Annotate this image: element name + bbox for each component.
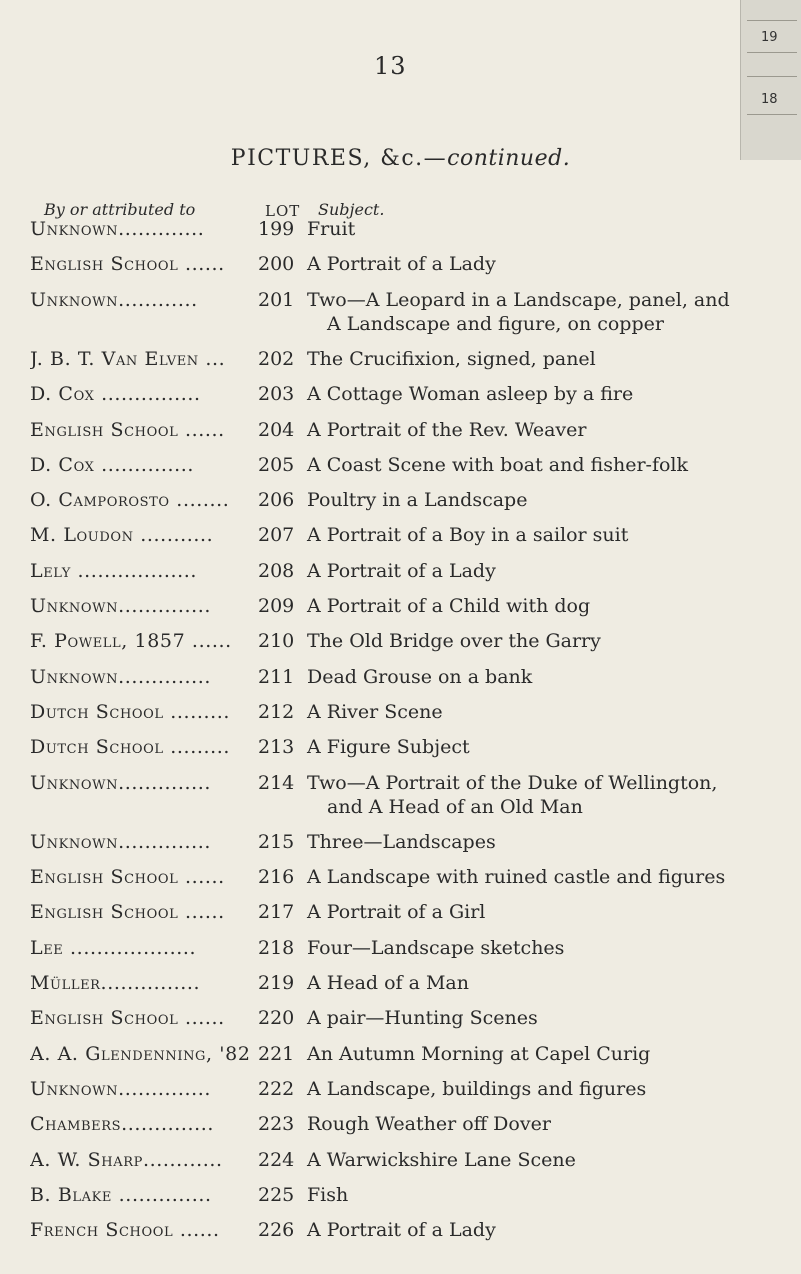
tab-label-19: 19 [761, 30, 778, 45]
lot-number: 226 [258, 1219, 295, 1242]
lot-number: 204 [258, 418, 295, 441]
subject-line: A Warwickshire Lane Scene [307, 1148, 576, 1171]
subject-line: A Portrait of a Lady [307, 253, 496, 276]
subject-text [307, 1007, 799, 1029]
subject-text [307, 253, 799, 275]
artist-name: A. W. Sharp............ [30, 1148, 223, 1171]
artist-name: English School ...... [30, 418, 225, 441]
lot-number: 221 [258, 1042, 295, 1065]
subject-line: Fish [307, 1183, 349, 1206]
subject-text [307, 1184, 799, 1206]
lot-number: 200 [258, 253, 295, 276]
subject-text [307, 1078, 799, 1100]
subject-line: The Crucifixion, signed, panel [307, 347, 596, 370]
artist-name: Unknown.............. [30, 1077, 212, 1100]
tab-rule [747, 52, 797, 53]
artist-name: French School ...... [30, 1219, 220, 1242]
tab-label-18: 18 [761, 92, 778, 107]
lot-number: 215 [258, 830, 295, 853]
subject-text [307, 489, 799, 511]
subject-text [307, 736, 799, 758]
subject-line: Rough Weather off Dover [307, 1113, 551, 1136]
lot-number: 208 [258, 559, 295, 582]
artist-name: Unknown............. [30, 218, 205, 240]
subject-text [307, 701, 799, 723]
subject-line: A Coast Scene with boat and fisher-folk [307, 453, 689, 476]
subject-line: A Portrait of a Child with dog [307, 595, 591, 617]
lot-number: 222 [258, 1077, 295, 1100]
tab-rule [747, 76, 797, 77]
subject-text [307, 419, 799, 441]
subject-text [307, 560, 799, 582]
subject-line: Two—A Portrait of the Duke of Wellington, [307, 771, 718, 794]
subject-line: A Head of a Man [307, 972, 470, 994]
subject-text [307, 972, 799, 994]
subject-line: A Landscape, buildings and figures [307, 1077, 647, 1100]
subject-text [307, 348, 799, 370]
subject-text [307, 772, 799, 818]
subject-line: Poultry in a Landscape [307, 489, 528, 512]
subject-text [307, 524, 799, 546]
tab-rule [747, 20, 797, 21]
lot-number: 223 [258, 1113, 295, 1136]
thumb-index-tab [740, 0, 801, 160]
artist-name: F. Powell, 1857 ...... [30, 630, 232, 653]
column-header-artist: By or attributed to [44, 200, 196, 219]
artist-name: A. A. Glendenning, '82 [30, 1042, 251, 1065]
lot-number: 203 [258, 383, 295, 406]
lot-number: 206 [258, 489, 295, 512]
subject-line: A Cottage Woman asleep by a fire [307, 383, 634, 406]
artist-name: English School ...... [30, 901, 225, 924]
subject-line: A Landscape with ruined castle and figures [307, 866, 726, 889]
lot-number: 205 [258, 453, 295, 476]
artist-name: Unknown.............. [30, 665, 212, 688]
column-header-lot: LOT [265, 202, 301, 220]
artist-name: D. Cox ............... [30, 383, 201, 406]
subject-text [307, 666, 799, 688]
artist-name: D. Cox .............. [30, 453, 195, 476]
subject-text [307, 901, 799, 923]
heading-main: PICTURES, &c.— [230, 146, 448, 171]
subject-line: Dead Grouse on a bank [307, 665, 533, 688]
artist-name: Unknown............ [30, 288, 198, 311]
subject-line: A pair—Hunting Scenes [307, 1007, 538, 1030]
lot-number: 219 [258, 972, 295, 994]
subject-text [307, 1219, 799, 1241]
subject-text [307, 1149, 799, 1171]
artist-name: Unknown.............. [30, 771, 212, 794]
subject-line: A Portrait of a Boy in a sailor suit [307, 524, 629, 547]
subject-text [307, 454, 799, 476]
lot-number: 209 [258, 595, 295, 617]
subject-line: A Portrait of the Rev. Weaver [307, 418, 587, 441]
page-number: 13 [374, 52, 407, 80]
artist-name: J. B. T. Van Elven ... [30, 347, 226, 370]
lot-number: 224 [258, 1148, 295, 1171]
subject-text [307, 218, 799, 240]
subject-continuation: A Landscape and figure, on copper [327, 312, 664, 335]
artist-name: B. Blake .............. [30, 1183, 212, 1206]
subject-line: A Portrait of a Lady [307, 559, 496, 582]
subject-text [307, 831, 799, 853]
subject-line: A River Scene [307, 700, 443, 723]
subject-line: Four—Landscape sketches [307, 936, 565, 959]
lot-number: 210 [258, 630, 295, 653]
artist-name: English School ...... [30, 253, 225, 276]
subject-text [307, 937, 799, 959]
section-heading [0, 146, 801, 171]
tab-rule [747, 114, 797, 115]
artist-name: Dutch School ......... [30, 700, 231, 723]
subject-line: Two—A Leopard in a Landscape, panel, and [307, 288, 730, 311]
subject-text [307, 289, 799, 335]
subject-line: A Figure Subject [307, 736, 470, 759]
subject-line: A Portrait of a Girl [307, 901, 486, 924]
lot-number: 220 [258, 1007, 295, 1030]
artist-name: Müller............... [30, 972, 201, 994]
artist-name: O. Camporosto ........ [30, 489, 230, 512]
lot-number: 218 [258, 936, 295, 959]
artist-name: Dutch School ......... [30, 736, 231, 759]
subject-text [307, 595, 799, 617]
lot-number: 199 [258, 218, 295, 240]
subject-continuation: and A Head of an Old Man [327, 795, 583, 818]
lot-number: 212 [258, 700, 295, 723]
heading-continued: continued. [447, 146, 571, 171]
lot-number: 211 [258, 665, 295, 688]
artist-name: Chambers.............. [30, 1113, 215, 1136]
artist-name: Lee ................... [30, 936, 197, 959]
artist-name: Unknown.............. [30, 595, 212, 617]
subject-line: An Autumn Morning at Capel Curig [307, 1042, 651, 1065]
subject-text [307, 1043, 799, 1065]
artist-name: Lely .................. [30, 559, 198, 582]
artist-name: English School ...... [30, 1007, 225, 1030]
subject-line: Fruit [307, 218, 356, 240]
column-header-subject: Subject. [318, 200, 385, 219]
subject-line: Three—Landscapes [307, 830, 496, 853]
lot-number: 207 [258, 524, 295, 547]
lot-number: 214 [258, 771, 295, 794]
artist-name: Unknown.............. [30, 830, 212, 853]
lot-number: 202 [258, 347, 295, 370]
subject-text [307, 630, 799, 652]
lot-number: 225 [258, 1183, 295, 1206]
subject-text [307, 383, 799, 405]
subject-line: The Old Bridge over the Garry [307, 630, 601, 653]
lot-number: 213 [258, 736, 295, 759]
artist-name: M. Loudon ........... [30, 524, 214, 547]
artist-name: English School ...... [30, 866, 225, 889]
subject-text [307, 1113, 799, 1135]
subject-line: A Portrait of a Lady [307, 1219, 496, 1242]
lot-number: 201 [258, 288, 295, 311]
lot-number: 216 [258, 866, 295, 889]
lot-number: 217 [258, 901, 295, 924]
subject-text [307, 866, 799, 888]
